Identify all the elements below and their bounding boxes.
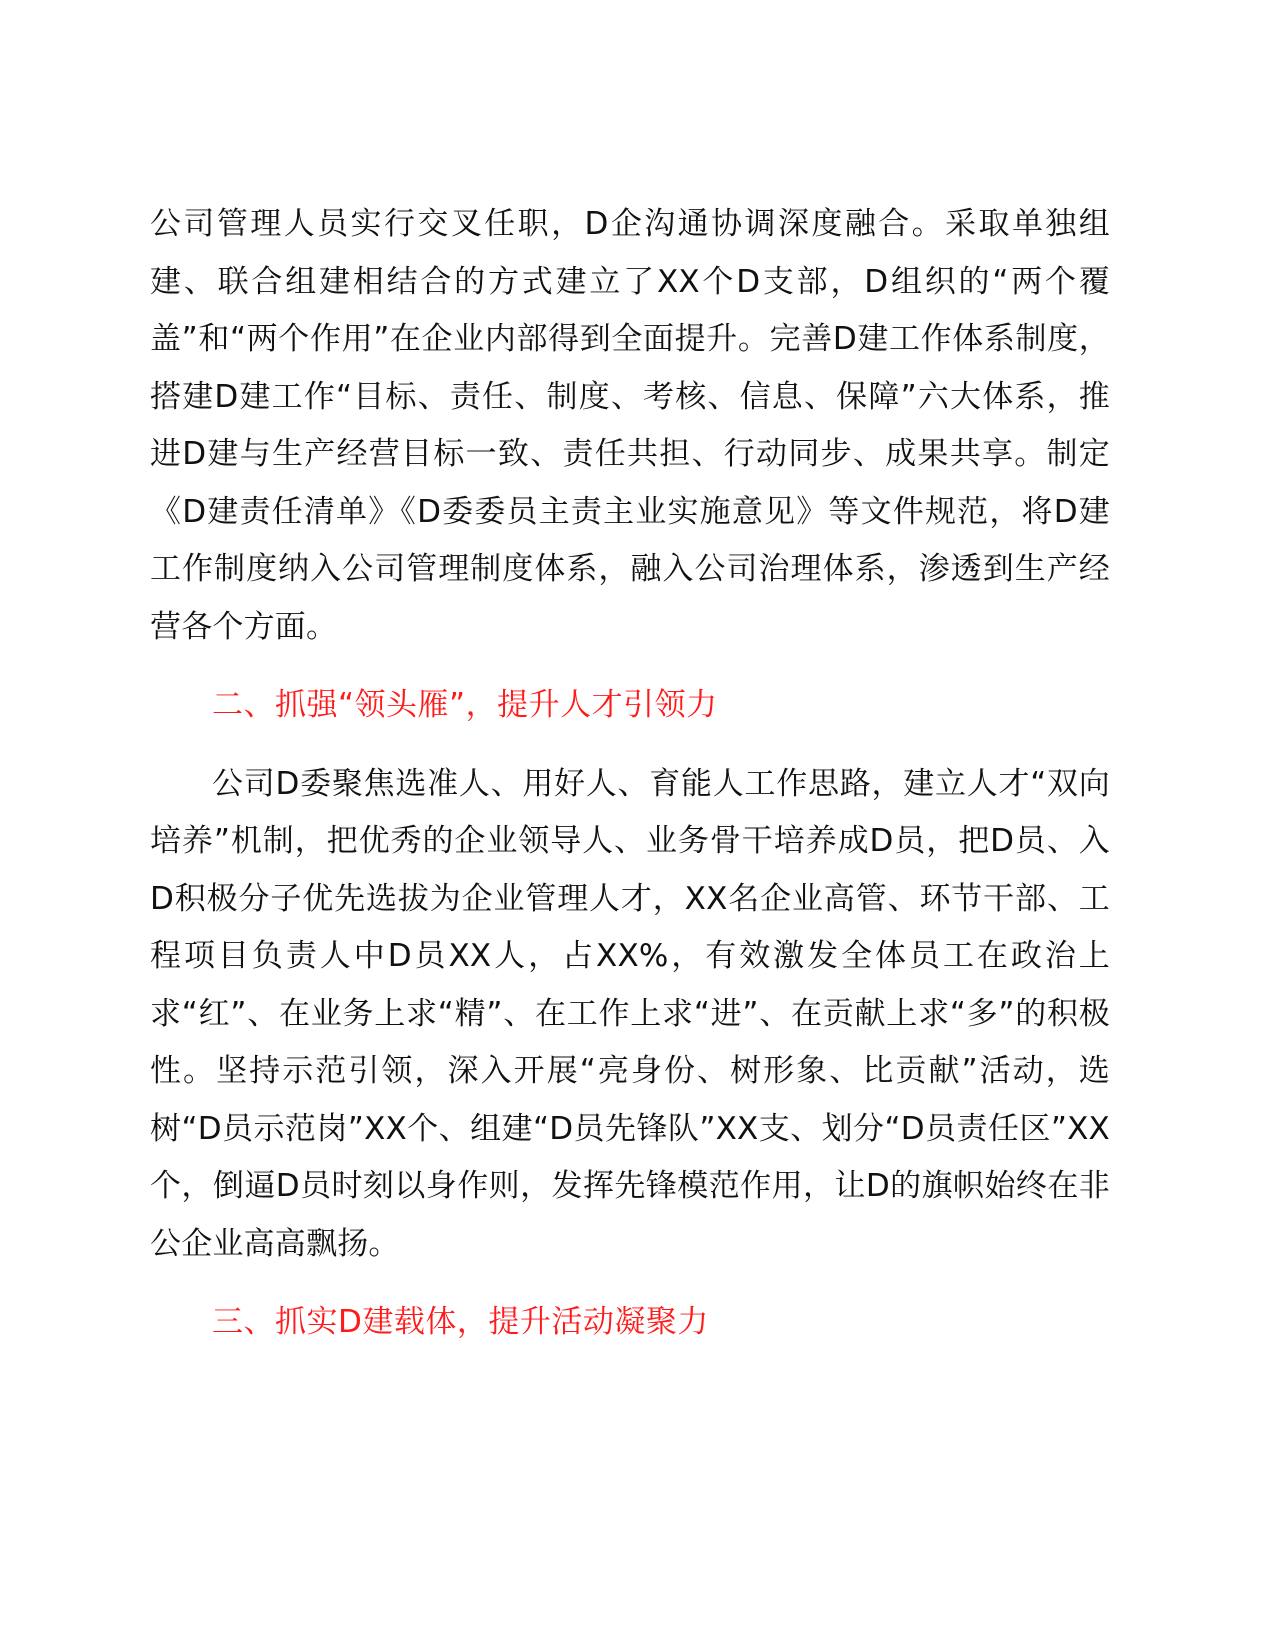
paragraph-spacer — [150, 656, 1110, 677]
paragraph-organization-structure: 公司管理人员实行交叉任职，D企沟通协调深度融合。采取单独组建、联合组建相结合的方式建立了XX个D支部，D组织的“两个覆盖”和“两个作用”在企业内部得到全面提升。完善D建工作体系制度，搭建D建工作“目标、责任、制度、考核、信息、保障”六大体系，推进D建与生产经营目标一致、责任共担、行动同步、成果共享。制定《D建责任清单》《D委委员主责主业实施意见》等文件规范，将D建工作制度纳入公司管理制度体系，融入公司治理体系，渗透到生产经营各个方面。 — [150, 206, 1110, 645]
heading-spacer — [150, 735, 1110, 756]
section-heading-activities: 三、抓实D建载体，提升活动凝聚力 — [212, 1304, 709, 1340]
paragraph-talent-cultivation: 公司D委聚焦选准人、用好人、育能人工作思路，建立人才“双向培养”机制，把优秀的企业领导人、业务骨干培养成D员，把D员、入D积极分子优先选拔为企业管理人才，XX名企业高管、环节干部、工程项目负责人中D员XX人，占XX%，有效激发全体员工在政治上求“红”、在业务上求“精”、在工作上求“进”、在贡献上求“多”的积极性。坚持示范引领，深入开展“亮身份、树形象、比贡献”活动，选树“D员示范岗”XX个、组建“D员先锋队”XX支、划分“D员责任区”XX个，倒逼D员时刻以身作则，发挥先锋模范作用，让D的旗帜始终在非公企业高高飘扬。 — [150, 765, 1110, 1262]
paragraph-spacer — [150, 1273, 1110, 1294]
section-heading-talent: 二、抓强“领头雁”，提升人才引领力 — [212, 687, 718, 723]
document-content — [150, 196, 1110, 1352]
